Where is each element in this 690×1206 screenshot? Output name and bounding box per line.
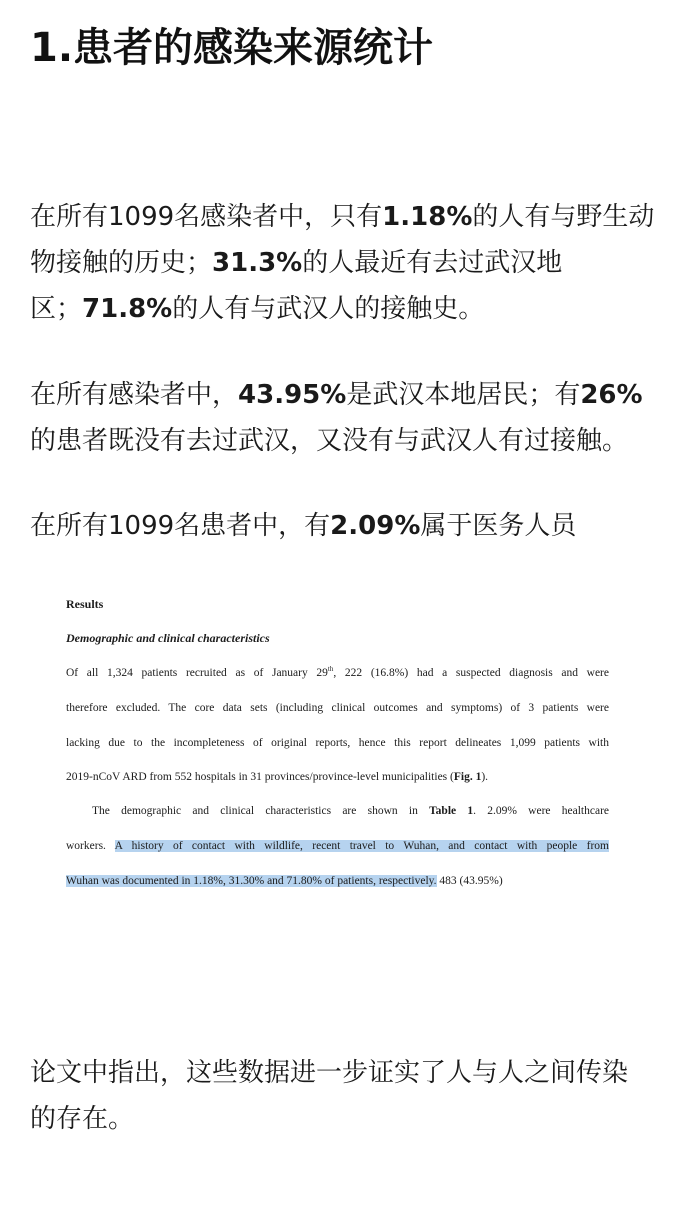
- stat-wildlife: 1.18%: [382, 202, 473, 232]
- paper-subheading: Demographic and clinical characteristics: [66, 631, 270, 645]
- paragraph-line: 的患者既没有去过武汉，又没有与武汉人有过接触。: [30, 426, 629, 456]
- highlighted-text: Wuhan was documented in 1.18%, 31.30% and 71.80% of patients, respectively.: [66, 875, 437, 887]
- stat-wuhan-contact: 71.8%: [82, 294, 173, 324]
- paragraph-line: 区；71.8%的人有与武汉人的接触史。: [30, 294, 485, 324]
- paper-heading: Results: [66, 597, 104, 611]
- paper-line: therefore excluded. The core data sets (including clinical outcomes and symptoms) of 3 patients were: [66, 702, 609, 714]
- paper-line: The demographic and clinical characteristics are shown in Table 1. 2.09% were healthcare: [92, 805, 610, 817]
- paper-line: lacking due to the incompleteness of original reports, hence this report delineates 1,099 patients with: [66, 737, 609, 749]
- paper-line: Of all 1,324 patients recruited as of January 29th, 222 (16.8%) had a suspected diagnosis and were: [66, 665, 609, 679]
- paragraph-residents: [30, 372, 670, 464]
- paper-line: 2019-nCoV ARD from 552 hospitals in 31 provinces/province-level municipalities (Fig. 1).: [66, 771, 489, 783]
- highlighted-text: A history of contact with wildlife, recent travel to Wuhan, and contact with people from: [114, 840, 609, 852]
- stat-healthcare: 2.09%: [330, 511, 421, 541]
- paragraph-healthcare-workers: [30, 503, 670, 549]
- paragraph-line: 的存在。: [30, 1104, 135, 1134]
- paper-line: Wuhan was documented in 1.18%, 31.30% and 71.80% of patients, respectively. 483 (43.95%): [66, 875, 503, 887]
- section-title: 1.患者的感染来源统计: [30, 25, 434, 71]
- paragraph-line: 在所有感染者中，43.95%是武汉本地居民；有26%: [30, 380, 643, 410]
- stat-wuhan-travel: 31.3%: [212, 248, 303, 278]
- paragraph-infection-sources: [30, 194, 670, 332]
- paragraph-line: 论文中指出，这些数据进一步证实了人与人之间传染: [30, 1058, 629, 1088]
- paper-line: workers. A history of contact with wildlife, recent travel to Wuhan, and contact with people from: [66, 840, 609, 852]
- stat-local-residents: 43.95%: [238, 380, 347, 410]
- paragraph-line: 在所有1099名感染者中，只有1.18%的人有与野生动: [30, 202, 655, 232]
- stat-no-exposure: 26%: [580, 380, 643, 410]
- paragraph-line: 物接触的历史；31.3%的人最近有去过武汉地: [30, 248, 563, 278]
- paragraph-line: 在所有1099名患者中，有2.09%属于医务人员: [30, 511, 577, 541]
- paragraph-conclusion: [30, 1050, 670, 1142]
